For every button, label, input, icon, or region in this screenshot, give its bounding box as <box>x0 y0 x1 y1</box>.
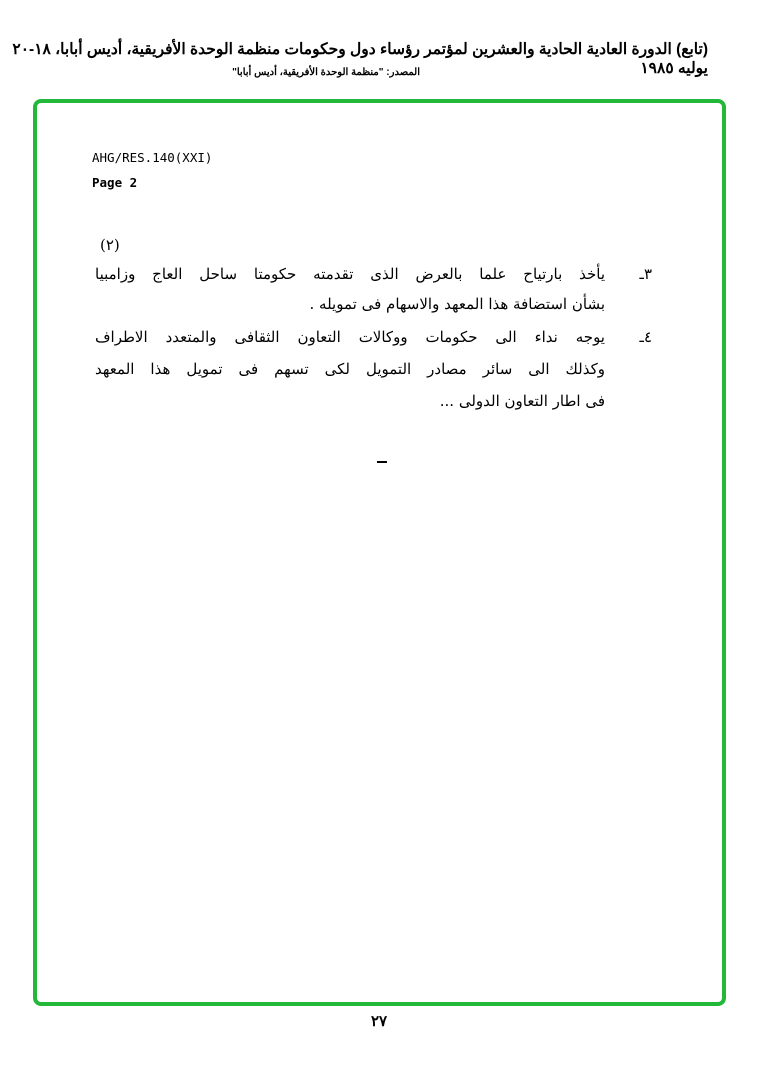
page-number: ٢٧ <box>370 1013 388 1030</box>
paragraph-number: ٣ـ <box>639 265 652 283</box>
paragraph-line: يوجه نداء الى حكومات ووكالات التعاون الثقافى والمتعدد الاطراف <box>95 328 605 346</box>
document-source: المصدر: "منظمة الوحدة الأفريقية، أديس أبابا" <box>232 67 420 78</box>
document-header-title: (تابع) الدورة العادية الحادية والعشرين لمؤتمر رؤساء دول وحكومات منظمة الوحدة الأفريقية، أديس أبابا، ١٨-٢٠ يوليه ١٩٨٥ <box>12 41 708 77</box>
page-frame <box>33 99 726 1006</box>
paragraph-number: ٤ـ <box>639 328 652 346</box>
resolution-reference: AHG/RES.140(XXI) <box>92 150 213 165</box>
paragraph-line: بشأن استضافة هذا المعهد والاسهام فى تمويله . <box>309 295 605 313</box>
section-marker: (٢) <box>100 236 120 254</box>
paragraph-line: يأخذ بارتياح علما بالعرض الذى تقدمته حكومتا ساحل العاج وزامبيا <box>95 265 605 283</box>
paragraph-line: وكذلك الى سائر مصادر التمويل لكى تسهم فى تمويل هذا المعهد <box>95 360 605 378</box>
page-label: Page 2 <box>92 175 138 190</box>
end-mark <box>377 461 387 463</box>
paragraph-line: فى اطار التعاون الدولى ... <box>439 392 605 410</box>
